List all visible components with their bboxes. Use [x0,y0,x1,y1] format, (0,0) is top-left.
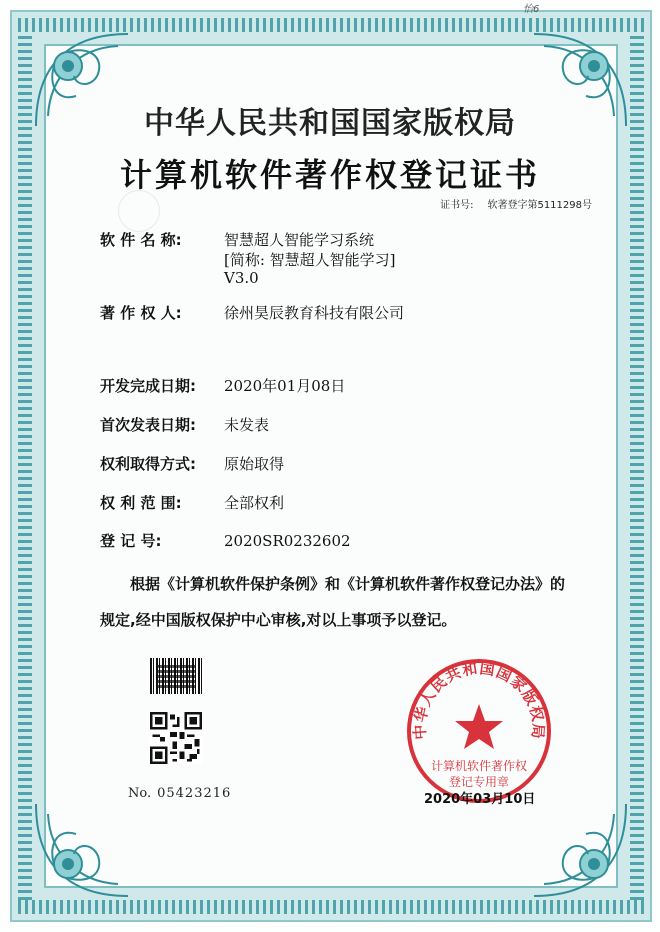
watermark-emblem-icon [118,190,160,232]
scope-label: 权 利 范 围: [100,494,182,512]
handwritten-note: 怡6 [523,4,540,15]
dev-date-row [100,375,345,396]
acquire-row [100,453,284,474]
certificate-title: 计算机软件著作权登记证书 [119,156,540,194]
owner-label: 著 作 权 人: [100,304,182,322]
official-seal-icon [404,656,554,806]
statement-paragraph [100,566,600,638]
acquire-value: 原始取得 [224,455,285,473]
dev-date-label: 开发完成日期: [100,377,196,395]
scope-row [100,492,284,513]
serial-number-label: No. [128,786,152,801]
reg-no-row [100,530,351,551]
certificate-number [440,196,592,211]
statement-line-1: 根据《计算机软件保护条例》和《计算机软件著作权登记办法》的 [130,575,566,593]
corner-ornament-icon [514,794,634,904]
software-version: V3.0 [224,269,259,287]
statement-line-2: 规定,经中国版权保护中心审核,对以上事项予以登记。 [100,611,457,629]
certificate-number-label: 证书号: [440,200,474,211]
serial-number-value: 05423216 [157,786,232,801]
seal-inner-line-1: 计算机软件著作权 [430,759,528,773]
software-name-row [100,229,374,250]
owner-row [100,302,404,323]
qr-code-icon [150,712,202,764]
dev-date-value: 2020年01月08日 [224,377,346,395]
software-name-value: 智慧超人智能学习系统 [224,231,375,249]
first-pub-row [100,414,269,435]
first-pub-value: 未发表 [224,416,270,434]
software-name-label: 软 件 名 称: [100,231,182,249]
barcode-icon [150,658,204,694]
acquire-label: 权利取得方式: [100,455,196,473]
scope-value: 全部权利 [224,494,285,512]
seal-inner-line-2: 登记专用章 [448,775,510,789]
reg-no-label: 登 记 号: [100,532,162,550]
serial-number [128,786,231,801]
seal-outer-text: 中华人民共和国国家版权局 [410,659,548,741]
corner-ornament-icon [28,794,148,904]
reg-no-value: 2020SR0232602 [224,532,351,550]
software-short-name: [简称: 智慧超人智能学习] [224,251,396,269]
first-pub-label: 首次发表日期: [100,416,196,434]
owner-value: 徐州昊辰教育科技有限公司 [224,304,405,322]
certificate-number-value: 软著登字第5111298号 [487,200,592,211]
issuing-authority: 中华人民共和国国家版权局 [144,106,516,141]
issue-date: 2020年03月10日 [424,792,536,807]
